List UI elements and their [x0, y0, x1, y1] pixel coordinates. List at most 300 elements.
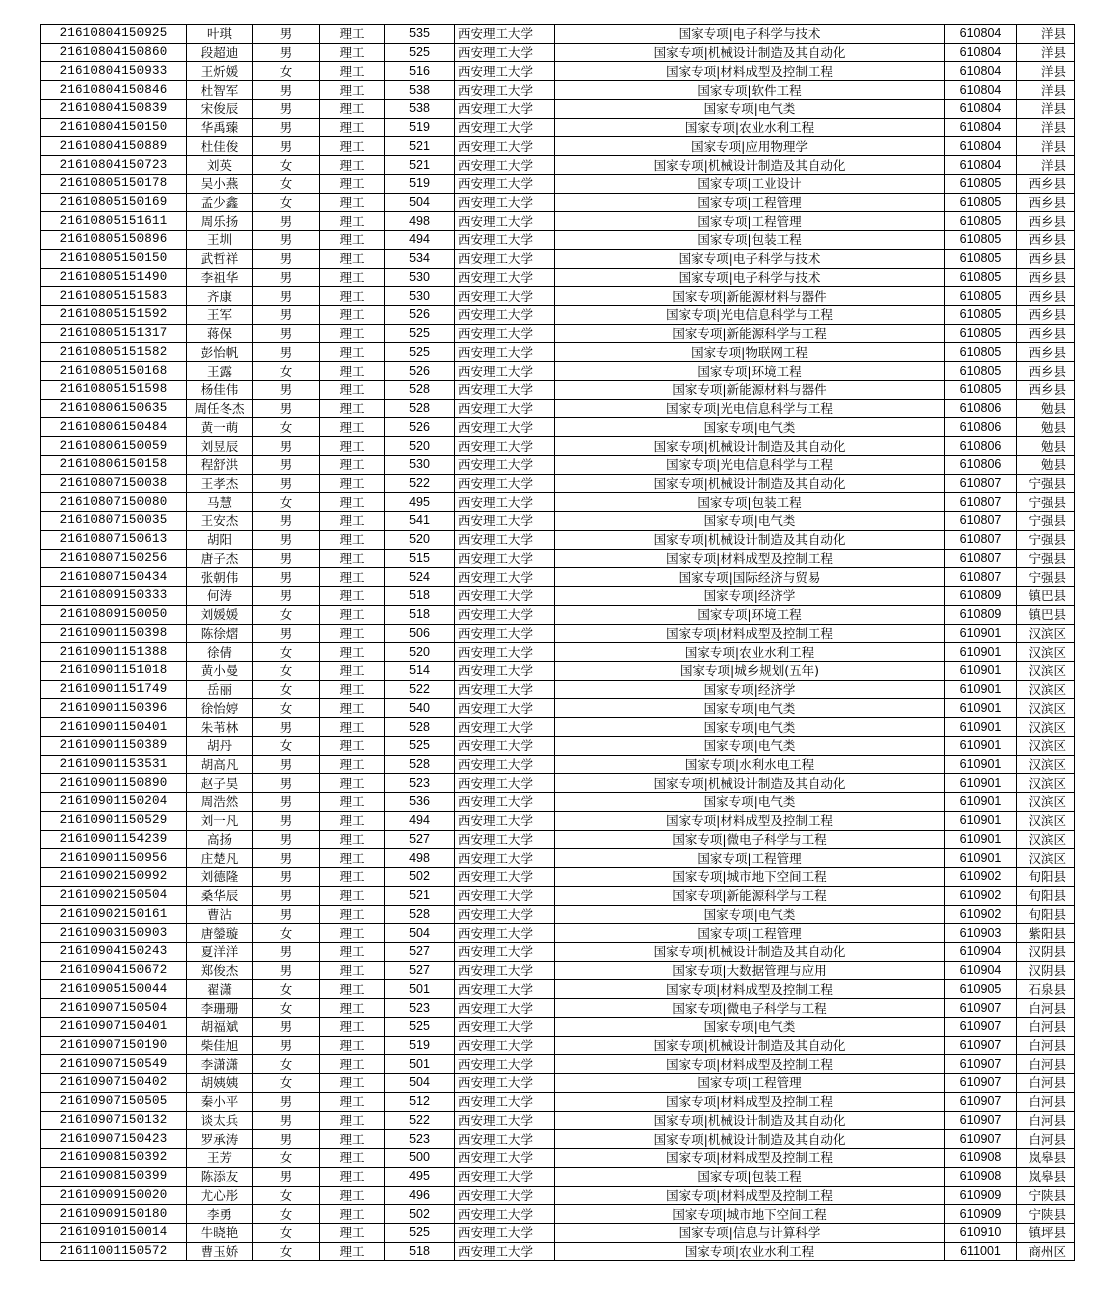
track-cell: 理工: [320, 306, 385, 325]
score-cell: 520: [385, 530, 455, 549]
major-cell: 国家专项|电气类: [555, 512, 945, 531]
county-cell: 勉县: [1017, 455, 1075, 474]
county-cell: 西乡县: [1017, 231, 1075, 250]
university-cell: 西安理工大学: [455, 1055, 555, 1074]
track-cell: 理工: [320, 774, 385, 793]
gender-cell: 男: [253, 437, 320, 456]
exam-number-cell: 21610907150402: [41, 1074, 187, 1093]
region-code-cell: 610804: [945, 43, 1017, 62]
table-row: [41, 306, 1075, 325]
exam-number-cell: 21610804150150: [41, 118, 187, 137]
gender-cell: 男: [253, 249, 320, 268]
score-cell: 528: [385, 905, 455, 924]
region-code-cell: 610805: [945, 306, 1017, 325]
major-cell: 国家专项|新能源材料与器件: [555, 287, 945, 306]
county-cell: 汉滨区: [1017, 793, 1075, 812]
table-row: [41, 231, 1075, 250]
score-cell: 525: [385, 736, 455, 755]
region-code-cell: 610804: [945, 81, 1017, 100]
track-cell: 理工: [320, 1224, 385, 1243]
exam-number-cell: 21610807150080: [41, 493, 187, 512]
county-cell: 宁强县: [1017, 568, 1075, 587]
exam-number-cell: 21610901153531: [41, 755, 187, 774]
exam-number-cell: 21610905150044: [41, 980, 187, 999]
university-cell: 西安理工大学: [455, 362, 555, 381]
exam-number-cell: 21610807150613: [41, 530, 187, 549]
exam-number-cell: 21610901150398: [41, 624, 187, 643]
major-cell: 国家专项|光电信息科学与工程: [555, 455, 945, 474]
county-cell: 洋县: [1017, 81, 1075, 100]
gender-cell: 女: [253, 493, 320, 512]
student-name-cell: 杨佳伟: [187, 380, 253, 399]
university-cell: 西安理工大学: [455, 1074, 555, 1093]
score-cell: 519: [385, 118, 455, 137]
gender-cell: 男: [253, 549, 320, 568]
track-cell: 理工: [320, 156, 385, 175]
region-code-cell: 610805: [945, 324, 1017, 343]
region-code-cell: 610901: [945, 830, 1017, 849]
student-name-cell: 唐鎣璇: [187, 924, 253, 943]
major-cell: 国家专项|材料成型及控制工程: [555, 549, 945, 568]
score-cell: 521: [385, 137, 455, 156]
gender-cell: 男: [253, 380, 320, 399]
exam-number-cell: 21610807150038: [41, 474, 187, 493]
student-name-cell: 黄一萌: [187, 418, 253, 437]
county-cell: 勉县: [1017, 437, 1075, 456]
county-cell: 白河县: [1017, 1055, 1075, 1074]
major-cell: 国家专项|材料成型及控制工程: [555, 1186, 945, 1205]
student-name-cell: 刘昱辰: [187, 437, 253, 456]
gender-cell: 女: [253, 643, 320, 662]
track-cell: 理工: [320, 736, 385, 755]
region-code-cell: 610907: [945, 1092, 1017, 1111]
major-cell: 国家专项|电子科学与技术: [555, 268, 945, 287]
university-cell: 西安理工大学: [455, 231, 555, 250]
student-name-cell: 王圳: [187, 231, 253, 250]
score-cell: 528: [385, 380, 455, 399]
student-name-cell: 何涛: [187, 587, 253, 606]
major-cell: 国家专项|新能源科学与工程: [555, 886, 945, 905]
admission-list-table: [40, 24, 1075, 1261]
track-cell: 理工: [320, 324, 385, 343]
major-cell: 国家专项|电气类: [555, 99, 945, 118]
exam-number-cell: 21610805151583: [41, 287, 187, 306]
county-cell: 商州区: [1017, 1242, 1075, 1261]
university-cell: 西安理工大学: [455, 661, 555, 680]
student-name-cell: 马慧: [187, 493, 253, 512]
major-cell: 国家专项|材料成型及控制工程: [555, 1092, 945, 1111]
exam-number-cell: 21610807150035: [41, 512, 187, 531]
exam-number-cell: 21610904150672: [41, 961, 187, 980]
track-cell: 理工: [320, 493, 385, 512]
track-cell: 理工: [320, 1055, 385, 1074]
region-code-cell: 610901: [945, 718, 1017, 737]
track-cell: 理工: [320, 1186, 385, 1205]
table-row: [41, 999, 1075, 1018]
table-row: [41, 25, 1075, 44]
exam-number-cell: 21610805150150: [41, 249, 187, 268]
score-cell: 518: [385, 1242, 455, 1261]
university-cell: 西安理工大学: [455, 1130, 555, 1149]
score-cell: 526: [385, 418, 455, 437]
region-code-cell: 610902: [945, 868, 1017, 887]
student-name-cell: 桑华辰: [187, 886, 253, 905]
major-cell: 国家专项|经济学: [555, 587, 945, 606]
track-cell: 理工: [320, 287, 385, 306]
score-cell: 514: [385, 661, 455, 680]
county-cell: 洋县: [1017, 118, 1075, 137]
score-cell: 501: [385, 980, 455, 999]
university-cell: 西安理工大学: [455, 156, 555, 175]
region-code-cell: 610805: [945, 231, 1017, 250]
table-row: [41, 174, 1075, 193]
student-name-cell: 庄楚凡: [187, 849, 253, 868]
region-code-cell: 610806: [945, 418, 1017, 437]
major-cell: 国家专项|微电子科学与工程: [555, 999, 945, 1018]
gender-cell: 男: [253, 1036, 320, 1055]
student-name-cell: 刘媛媛: [187, 605, 253, 624]
university-cell: 西安理工大学: [455, 718, 555, 737]
score-cell: 515: [385, 549, 455, 568]
major-cell: 国家专项|农业水利工程: [555, 1242, 945, 1261]
major-cell: 国家专项|水利水电工程: [555, 755, 945, 774]
track-cell: 理工: [320, 455, 385, 474]
track-cell: 理工: [320, 1167, 385, 1186]
county-cell: 西乡县: [1017, 362, 1075, 381]
university-cell: 西安理工大学: [455, 587, 555, 606]
exam-number-cell: 21610805151317: [41, 324, 187, 343]
university-cell: 西安理工大学: [455, 81, 555, 100]
track-cell: 理工: [320, 212, 385, 231]
score-cell: 527: [385, 961, 455, 980]
region-code-cell: 610902: [945, 886, 1017, 905]
county-cell: 西乡县: [1017, 193, 1075, 212]
table-row: [41, 942, 1075, 961]
track-cell: 理工: [320, 418, 385, 437]
region-code-cell: 610909: [945, 1205, 1017, 1224]
county-cell: 白河县: [1017, 1036, 1075, 1055]
gender-cell: 男: [253, 718, 320, 737]
student-name-cell: 周浩然: [187, 793, 253, 812]
gender-cell: 女: [253, 1055, 320, 1074]
region-code-cell: 610807: [945, 512, 1017, 531]
exam-number-cell: 21610908150399: [41, 1167, 187, 1186]
region-code-cell: 610807: [945, 530, 1017, 549]
track-cell: 理工: [320, 643, 385, 662]
gender-cell: 男: [253, 455, 320, 474]
major-cell: 国家专项|工程管理: [555, 212, 945, 231]
gender-cell: 女: [253, 1186, 320, 1205]
table-row: [41, 399, 1075, 418]
county-cell: 洋县: [1017, 99, 1075, 118]
track-cell: 理工: [320, 718, 385, 737]
county-cell: 汉滨区: [1017, 736, 1075, 755]
track-cell: 理工: [320, 1205, 385, 1224]
table-row: [41, 118, 1075, 137]
track-cell: 理工: [320, 174, 385, 193]
exam-number-cell: 21610902150504: [41, 886, 187, 905]
table-row: [41, 455, 1075, 474]
score-cell: 527: [385, 830, 455, 849]
table-row: [41, 156, 1075, 175]
county-cell: 白河县: [1017, 1111, 1075, 1130]
major-cell: 国家专项|材料成型及控制工程: [555, 811, 945, 830]
track-cell: 理工: [320, 830, 385, 849]
student-name-cell: 赵子昊: [187, 774, 253, 793]
county-cell: 汉滨区: [1017, 755, 1075, 774]
table-row: [41, 1205, 1075, 1224]
region-code-cell: 610804: [945, 156, 1017, 175]
major-cell: 国家专项|农业水利工程: [555, 118, 945, 137]
track-cell: 理工: [320, 1130, 385, 1149]
major-cell: 国家专项|微电子科学与工程: [555, 830, 945, 849]
university-cell: 西安理工大学: [455, 380, 555, 399]
gender-cell: 男: [253, 324, 320, 343]
region-code-cell: 610905: [945, 980, 1017, 999]
track-cell: 理工: [320, 942, 385, 961]
region-code-cell: 610804: [945, 25, 1017, 44]
student-name-cell: 孟少鑫: [187, 193, 253, 212]
region-code-cell: 610804: [945, 99, 1017, 118]
major-cell: 国家专项|国际经济与贸易: [555, 568, 945, 587]
county-cell: 汉滨区: [1017, 811, 1075, 830]
student-name-cell: 蒋保: [187, 324, 253, 343]
university-cell: 西安理工大学: [455, 624, 555, 643]
major-cell: 国家专项|材料成型及控制工程: [555, 1055, 945, 1074]
county-cell: 岚皋县: [1017, 1167, 1075, 1186]
track-cell: 理工: [320, 62, 385, 81]
table-row: [41, 755, 1075, 774]
county-cell: 汉滨区: [1017, 774, 1075, 793]
table-row: [41, 474, 1075, 493]
region-code-cell: 610903: [945, 924, 1017, 943]
student-name-cell: 谈太兵: [187, 1111, 253, 1130]
county-cell: 白河县: [1017, 1092, 1075, 1111]
gender-cell: 女: [253, 156, 320, 175]
score-cell: 504: [385, 193, 455, 212]
score-cell: 526: [385, 306, 455, 325]
county-cell: 洋县: [1017, 43, 1075, 62]
county-cell: 白河县: [1017, 1017, 1075, 1036]
track-cell: 理工: [320, 25, 385, 44]
region-code-cell: 610804: [945, 118, 1017, 137]
university-cell: 西安理工大学: [455, 1092, 555, 1111]
gender-cell: 男: [253, 231, 320, 250]
track-cell: 理工: [320, 231, 385, 250]
gender-cell: 男: [253, 1092, 320, 1111]
exam-number-cell: 21610904150243: [41, 942, 187, 961]
region-code-cell: 610806: [945, 399, 1017, 418]
track-cell: 理工: [320, 268, 385, 287]
student-name-cell: 胡高凡: [187, 755, 253, 774]
gender-cell: 女: [253, 1149, 320, 1168]
region-code-cell: 610805: [945, 287, 1017, 306]
table-row: [41, 830, 1075, 849]
score-cell: 501: [385, 1055, 455, 1074]
score-cell: 540: [385, 699, 455, 718]
score-cell: 522: [385, 474, 455, 493]
county-cell: 西乡县: [1017, 287, 1075, 306]
major-cell: 国家专项|环境工程: [555, 605, 945, 624]
exam-number-cell: 21610901150204: [41, 793, 187, 812]
student-name-cell: 杜佳俊: [187, 137, 253, 156]
region-code-cell: 610907: [945, 1055, 1017, 1074]
score-cell: 519: [385, 1036, 455, 1055]
gender-cell: 男: [253, 1111, 320, 1130]
track-cell: 理工: [320, 980, 385, 999]
student-name-cell: 王安杰: [187, 512, 253, 531]
table-row: [41, 1055, 1075, 1074]
gender-cell: 男: [253, 942, 320, 961]
university-cell: 西安理工大学: [455, 1111, 555, 1130]
region-code-cell: 610805: [945, 343, 1017, 362]
table-row: [41, 437, 1075, 456]
university-cell: 西安理工大学: [455, 568, 555, 587]
table-row: [41, 1017, 1075, 1036]
county-cell: 西乡县: [1017, 306, 1075, 325]
student-name-cell: 杜智军: [187, 81, 253, 100]
gender-cell: 男: [253, 43, 320, 62]
track-cell: 理工: [320, 868, 385, 887]
score-cell: 518: [385, 587, 455, 606]
major-cell: 国家专项|机械设计制造及其自动化: [555, 942, 945, 961]
county-cell: 汉滨区: [1017, 699, 1075, 718]
major-cell: 国家专项|电气类: [555, 905, 945, 924]
gender-cell: 女: [253, 999, 320, 1018]
student-name-cell: 华禹臻: [187, 118, 253, 137]
major-cell: 国家专项|新能源材料与器件: [555, 380, 945, 399]
score-cell: 504: [385, 924, 455, 943]
gender-cell: 男: [253, 793, 320, 812]
exam-number-cell: 21610901150401: [41, 718, 187, 737]
county-cell: 宁强县: [1017, 530, 1075, 549]
score-cell: 530: [385, 287, 455, 306]
score-cell: 525: [385, 1224, 455, 1243]
table-row: [41, 793, 1075, 812]
region-code-cell: 610807: [945, 474, 1017, 493]
county-cell: 白河县: [1017, 1130, 1075, 1149]
table-row: [41, 605, 1075, 624]
student-name-cell: 柴佳旭: [187, 1036, 253, 1055]
major-cell: 国家专项|大数据管理与应用: [555, 961, 945, 980]
student-name-cell: 高扬: [187, 830, 253, 849]
gender-cell: 女: [253, 680, 320, 699]
table-row: [41, 811, 1075, 830]
student-name-cell: 胡福斌: [187, 1017, 253, 1036]
major-cell: 国家专项|光电信息科学与工程: [555, 399, 945, 418]
score-cell: 502: [385, 868, 455, 887]
region-code-cell: 610809: [945, 587, 1017, 606]
track-cell: 理工: [320, 605, 385, 624]
score-cell: 525: [385, 324, 455, 343]
score-cell: 525: [385, 43, 455, 62]
student-name-cell: 王孝杰: [187, 474, 253, 493]
university-cell: 西安理工大学: [455, 680, 555, 699]
university-cell: 西安理工大学: [455, 437, 555, 456]
student-name-cell: 夏洋洋: [187, 942, 253, 961]
region-code-cell: 610901: [945, 849, 1017, 868]
major-cell: 国家专项|城市地下空间工程: [555, 868, 945, 887]
gender-cell: 女: [253, 418, 320, 437]
county-cell: 宁陕县: [1017, 1186, 1075, 1205]
track-cell: 理工: [320, 1149, 385, 1168]
region-code-cell: 610904: [945, 961, 1017, 980]
score-cell: 528: [385, 399, 455, 418]
score-cell: 520: [385, 643, 455, 662]
score-cell: 541: [385, 512, 455, 531]
table-row: [41, 661, 1075, 680]
table-body: [41, 25, 1075, 1261]
region-code-cell: 610806: [945, 437, 1017, 456]
track-cell: 理工: [320, 924, 385, 943]
county-cell: 宁强县: [1017, 549, 1075, 568]
county-cell: 旬阳县: [1017, 905, 1075, 924]
track-cell: 理工: [320, 624, 385, 643]
table-row: [41, 1167, 1075, 1186]
track-cell: 理工: [320, 999, 385, 1018]
track-cell: 理工: [320, 474, 385, 493]
university-cell: 西安理工大学: [455, 1149, 555, 1168]
region-code-cell: 610805: [945, 193, 1017, 212]
score-cell: 519: [385, 174, 455, 193]
exam-number-cell: 21610901151018: [41, 661, 187, 680]
region-code-cell: 610805: [945, 380, 1017, 399]
table-row: [41, 193, 1075, 212]
student-name-cell: 张朝伟: [187, 568, 253, 587]
university-cell: 西安理工大学: [455, 605, 555, 624]
student-name-cell: 李珊珊: [187, 999, 253, 1018]
county-cell: 紫阳县: [1017, 924, 1075, 943]
gender-cell: 女: [253, 1224, 320, 1243]
county-cell: 勉县: [1017, 399, 1075, 418]
gender-cell: 女: [253, 924, 320, 943]
student-name-cell: 刘德隆: [187, 868, 253, 887]
gender-cell: 男: [253, 961, 320, 980]
county-cell: 汉滨区: [1017, 830, 1075, 849]
gender-cell: 男: [253, 99, 320, 118]
student-name-cell: 唐子杰: [187, 549, 253, 568]
score-cell: 498: [385, 849, 455, 868]
table-row: [41, 43, 1075, 62]
score-cell: 525: [385, 1017, 455, 1036]
score-cell: 535: [385, 25, 455, 44]
student-name-cell: 朱苇林: [187, 718, 253, 737]
major-cell: 国家专项|工程管理: [555, 924, 945, 943]
exam-number-cell: 21610903150903: [41, 924, 187, 943]
exam-number-cell: 21610809150050: [41, 605, 187, 624]
major-cell: 国家专项|电气类: [555, 699, 945, 718]
exam-number-cell: 21610901151388: [41, 643, 187, 662]
major-cell: 国家专项|机械设计制造及其自动化: [555, 1111, 945, 1130]
score-cell: 512: [385, 1092, 455, 1111]
table-row: [41, 980, 1075, 999]
student-name-cell: 徐怡婷: [187, 699, 253, 718]
gender-cell: 男: [253, 81, 320, 100]
region-code-cell: 610805: [945, 362, 1017, 381]
table-row: [41, 774, 1075, 793]
table-row: [41, 924, 1075, 943]
major-cell: 国家专项|电气类: [555, 418, 945, 437]
table-row: [41, 961, 1075, 980]
gender-cell: 男: [253, 868, 320, 887]
track-cell: 理工: [320, 137, 385, 156]
university-cell: 西安理工大学: [455, 99, 555, 118]
county-cell: 旬阳县: [1017, 886, 1075, 905]
track-cell: 理工: [320, 699, 385, 718]
gender-cell: 男: [253, 755, 320, 774]
gender-cell: 男: [253, 1130, 320, 1149]
university-cell: 西安理工大学: [455, 549, 555, 568]
